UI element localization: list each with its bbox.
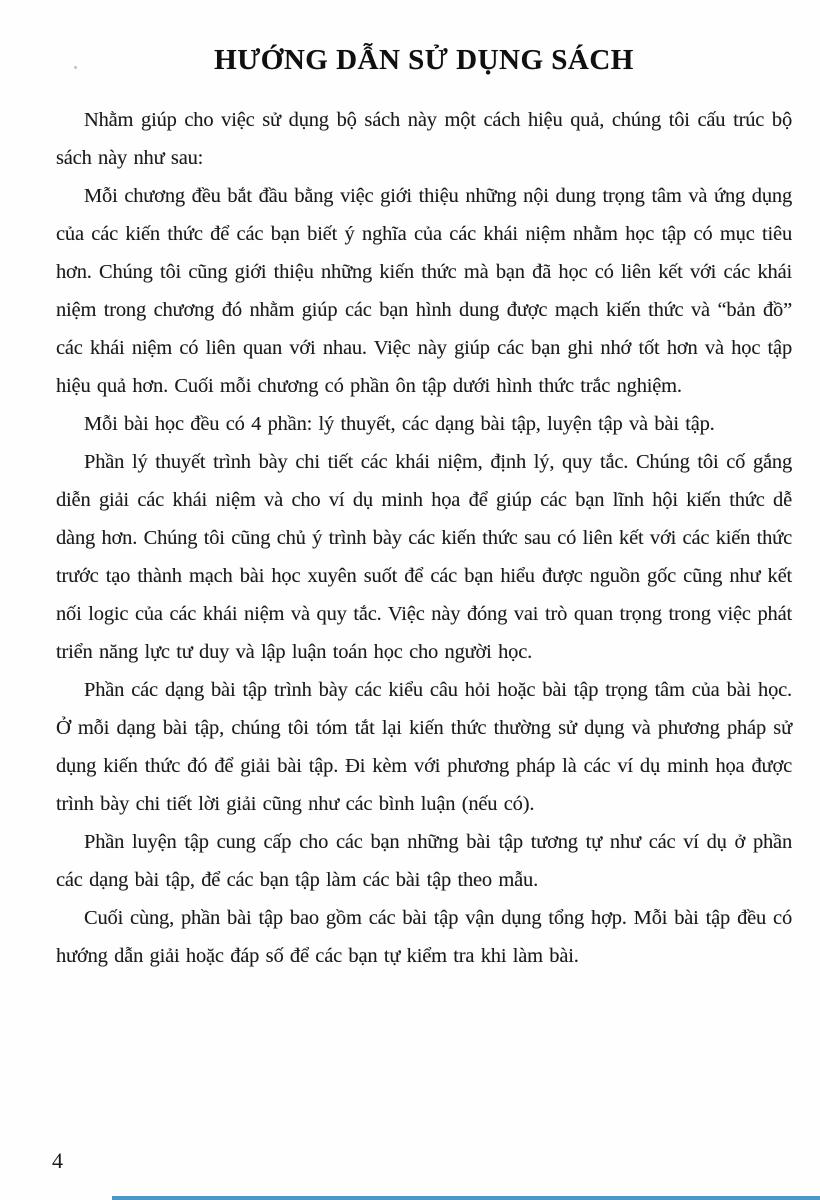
paragraph-chapter-structure: Mỗi chương đều bắt đầu bằng việc giới thiệu những nội dung trọng tâm và ứng dụng của các kiến thức để các bạn biết ý nghĩa của các khái niệm nhằm học tập có mục tiêu hơn. Chúng tôi cũng giới thiệu những kiến thức mà bạn đã học có liên kết với các khái niệm trong chương đó nhằm giúp các bạn hình dung được mạch kiến thức và “bản đồ” các khái niệm có liên quan với nhau. Việc này giúp các bạn ghi nhớ tốt hơn và học tập hiệu quả hơn. Cuối mỗi chương có phần ôn tập dưới hình thức trắc nghiệm. <box>56 185 792 397</box>
page-title: HƯỚNG DẪN SỬ DỤNG SÁCH <box>214 44 634 76</box>
scan-artifact <box>74 66 77 69</box>
footer-accent-bar <box>112 1196 820 1200</box>
paragraph-exercise-types-section: Phần các dạng bài tập trình bày các kiểu câu hỏi hoặc bài tập trọng tâm của bài học. Ở mỗi dạng bài tập, chúng tôi tóm tắt lại kiến thức thường sử dụng và phương pháp sử dụng kiến thức đó để giải bài tập. Đi kèm với phương pháp là các ví dụ minh họa được trình bày chi tiết lời giải cũng như các bình luận (nếu có). <box>56 679 792 815</box>
paragraph-theory-section: Phần lý thuyết trình bày chi tiết các khái niệm, định lý, quy tắc. Chúng tôi cố gắng diễn giải các khái niệm và cho ví dụ minh họa để giúp các bạn lĩnh hội kiến thức dễ dàng hơn. Chúng tôi cũng chủ ý trình bày các kiến thức sau có liên kết với các kiến thức trước tạo thành mạch bài học xuyên suốt để các bạn hiểu được nguồn gốc cũng như kết nối logic của các khái niệm và quy tắc. Việc này đóng vai trò quan trọng trong việc phát triển năng lực tư duy và lập luận toán học cho người học. <box>56 451 792 663</box>
paragraph-intro: Nhằm giúp cho việc sử dụng bộ sách này một cách hiệu quả, chúng tôi cấu trúc bộ sách này như sau: <box>56 109 792 169</box>
paragraph-final-exercises-section: Cuối cùng, phần bài tập bao gồm các bài tập vận dụng tổng hợp. Mỗi bài tập đều có hướng dẫn giải hoặc đáp số để các bạn tự kiểm tra khi làm bài. <box>56 907 792 967</box>
page-number: 4 <box>52 1148 63 1173</box>
paragraph-lesson-parts: Mỗi bài học đều có 4 phần: lý thuyết, các dạng bài tập, luyện tập và bài tập. <box>84 413 715 435</box>
paragraph-practice-section: Phần luyện tập cung cấp cho các bạn những bài tập tương tự như các ví dụ ở phần các dạng bài tập, để các bạn tập làm các bài tập theo mẫu. <box>56 831 792 891</box>
